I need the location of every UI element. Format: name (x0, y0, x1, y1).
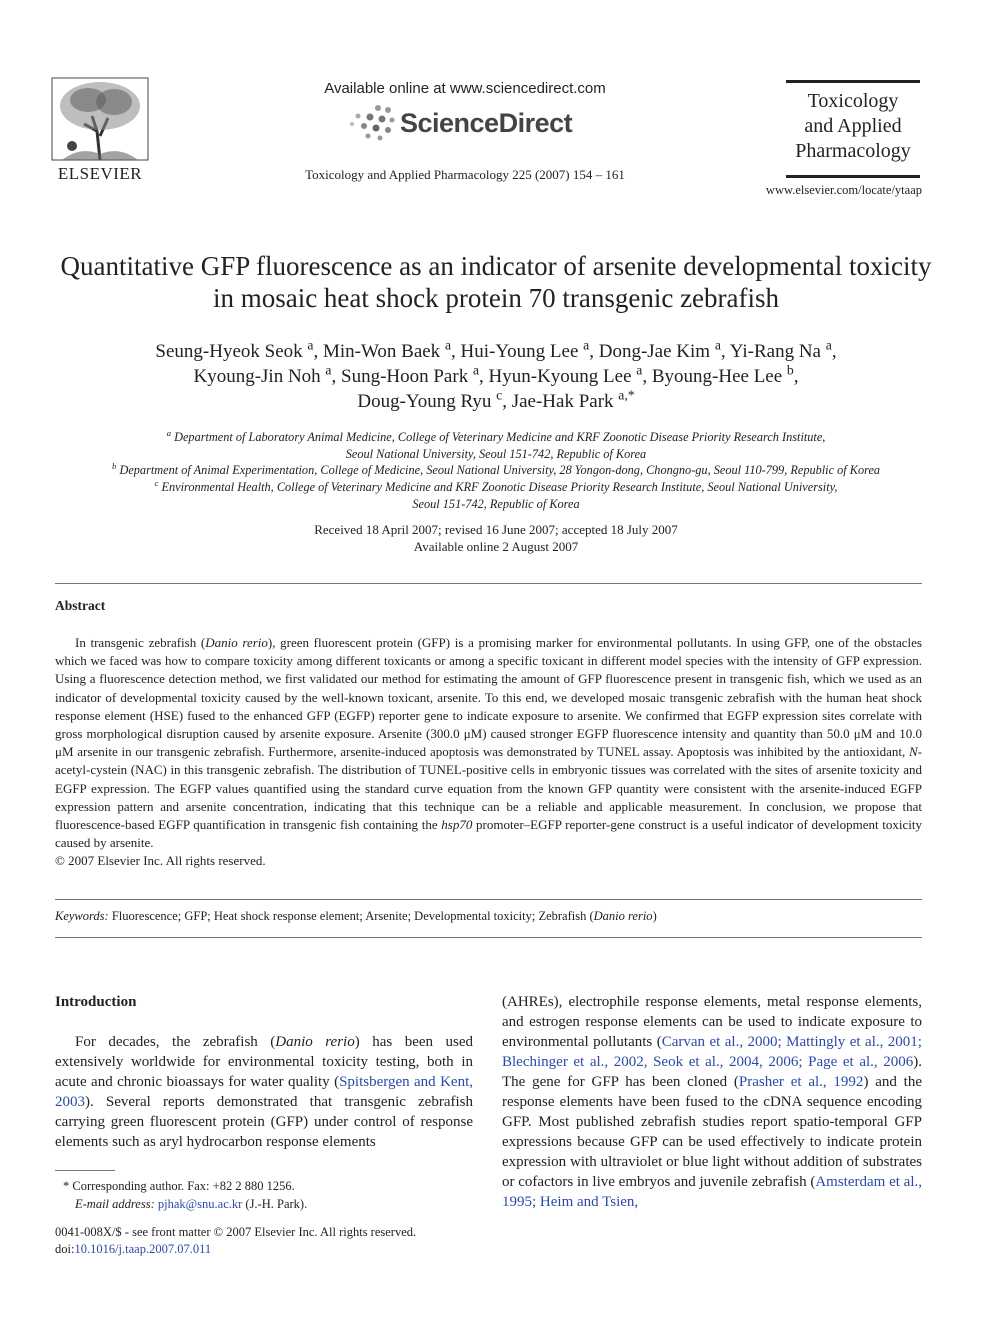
doi-link[interactable]: 10.1016/j.taap.2007.07.011 (74, 1242, 212, 1256)
author-name: Hui-Young Lee (460, 341, 584, 362)
available-online: Available online at www.sciencedirect.com (324, 80, 606, 97)
author-name: Doug-Young Ryu (357, 391, 497, 412)
author-affiliation-marker: a (636, 362, 643, 378)
footnote-divider (55, 1170, 115, 1171)
keywords: Keywords: Fluorescence; GFP; Heat shock response element; Arsenite; Developmental toxicity; Zebrafish (Danio rerio) (55, 909, 657, 923)
email-link[interactable]: pjhak@snu.ac.kr (157, 1197, 243, 1211)
journal-name-line3: Pharmacology (795, 140, 911, 162)
author-affiliation-marker: c (496, 387, 503, 403)
received-dates: Received 18 April 2007; revised 16 June 2007; accepted 18 July 2007 (314, 522, 678, 537)
author-name: Sung-Hoon Park (341, 366, 473, 387)
available-date: Available online 2 August 2007 (413, 539, 579, 554)
divider (55, 583, 922, 584)
footnote: * Corresponding author. Fax: +82 2 880 1256. E-mail address: pjhak@snu.ac.kr (J.-H. Park). (55, 1177, 475, 1213)
divider (55, 899, 922, 900)
corresponding-author: * Corresponding author. Fax: +82 2 880 1256. (63, 1179, 295, 1193)
author-affiliation-marker: a (444, 337, 452, 353)
citation-link[interactable]: Prasher et al., 1992 (738, 1074, 864, 1090)
author-affiliation-marker: a (307, 337, 314, 353)
affiliation-c: $^c$ Environmental Health, College of Veterinary Medicine and KRF Zoonotic Disease Priority Research Institute, Seoul National University, Seoul 151-742, Republic of Korea (154, 477, 838, 511)
copyright: © 2007 Elsevier Inc. All rights reserved. (55, 853, 266, 869)
publisher-name: ELSEVIER (57, 164, 143, 183)
author-name: Yi-Rang Na (729, 341, 826, 362)
sciencedirect-dots-icon (348, 104, 398, 144)
citation-link[interactable]: Amsterdam et al., 1995; Heim and Tsien, (502, 1174, 922, 1210)
author-affiliation-marker: a (583, 337, 590, 353)
affiliation-a: $^a$ Department of Laboratory Animal Medicine, College of Veterinary Medicine and KRF Zoonotic Disease Priority Research Institute, Seoul National University, Seoul 151-742, Republic of Korea (166, 427, 826, 461)
author-list (60, 339, 932, 414)
article-dates (60, 521, 932, 555)
author-line-1: Seung-Hyeok Seok $^a$, Min-Won Baek $^a$, Hui-Young Lee $^a$, Dong-Jae Kim $^a$, Yi-Rang Na $^a$, (155, 337, 837, 362)
sciencedirect-logo[interactable] (348, 104, 588, 144)
intro-right-column: (AHREs), electrophile response elements, metal response elements, and estrogen response elements can be used to indicate exposure to environmental pollutants (Carvan et al., 2000; Mattingly et al., 2001; Blechinger et al., 2002, Seok et al., 2004, 2006; Page et al., 2006). The gene for GFP has been cloned (Prasher et al., 1992) and the response elements have been fused to the cDNA sequence encoding GFP. Most published zebrafish studies report spatio-temporal GFP expressions because GFP can be used effectively to indicate protein expression with ultraviolet or blue light without addition of substrates or cofactors in live embryos and juvenile zebrafish (Amsterdam et al., 1995; Heim and Tsien, (502, 994, 922, 1210)
issn-line: 0041-008X/$ - see front matter © 2007 Elsevier Inc. All rights reserved. (55, 1225, 417, 1239)
author-affiliation-marker: a (325, 362, 332, 378)
introduction-heading: Introduction (55, 994, 137, 1010)
sciencedirect-wordmark: ScienceDirect (400, 108, 573, 138)
article-title: Quantitative GFP fluorescence as an indicator of arsenite developmental toxicity in mosaic heat shock protein 70 transgenic zebrafish (60, 251, 932, 313)
author-name: Kyoung-Jin Noh (193, 366, 326, 387)
author-name: Min-Won Baek (322, 341, 445, 362)
author-affiliation-marker: b (786, 362, 794, 378)
journal-url[interactable]: www.elsevier.com/locate/ytaap (765, 183, 922, 197)
author-affiliation-marker: a (472, 362, 480, 378)
author-line-3: Doug-Young Ryu $^c$, Jae-Hak Park $^{a,*}$ (357, 387, 635, 412)
author-affiliation-marker: a (714, 337, 721, 353)
author-name: Hyun-Kyoung Lee (488, 366, 637, 387)
author-name: Dong-Jae Kim (598, 341, 715, 362)
journal-citation: Toxicology and Applied Pharmacology 225 (2007) 154 – 161 (305, 167, 625, 182)
author-affiliation-marker: a (825, 337, 832, 353)
elsevier-tree-icon (50, 76, 150, 162)
author-affiliation-marker: a,* (618, 387, 635, 403)
author-name: Seung-Hyeok Seok (155, 341, 308, 362)
citation-link[interactable]: Carvan et al., 2000; Mattingly et al., 2001; Blechinger et al., 2002, Seok et al., 2004, 2006; Page et al., 2006 (502, 1034, 922, 1070)
abstract-heading: Abstract (55, 598, 106, 613)
author-name: Byoung-Hee Lee (651, 366, 787, 387)
intro-left-column: For decades, the zebrafish (Danio rerio) has been used extensively worldwide for environmental toxicity testing, both in acute and chronic bioassays for water quality (Spitsbergen and Kent, 2003). Several reports demonstrated that transgenic zebrafish carrying green fluorescent protein (GFP) under control of response elements such as aryl hydrocarbon response elements (55, 1034, 473, 1150)
abstract-body: In transgenic zebrafish (Danio rerio), green fluorescent protein (GFP) is a promising marker for environmental pollutants. In using GFP, one of the obstacles which we faced was how to compare toxicity among different toxicants or among a specific toxicant in different model species with the intensity of GFP expression. Using a fluorescence detection method, we first validated our method for estimating the amount of GFP fluorescence present in transgenic fish, which we used as an indicator of developmental toxicity caused by the well-known toxicant, arsenite. To this end, we developed mosaic transgenic zebrafish with the human heat shock response element (HSE) fused to the enhanced GFP (EGFP) reporter gene to indicate exposure to arsenite. We confirmed that EGFP expression sites correlate with gross morphological disruption caused by arsenite exposure. Arsenite (300.0 μM) caused stronger EGFP fluorescence intensity and quantity than 50.0 μM and 10.0 μM arsenite in our transgenic zebrafish. Furthermore, arsenite-induced apoptosis was demonstrated by TUNEL assay. Apoptosis was inhibited by the antioxidant, N-acetyl-cystein (NAC) in this transgenic zebrafish. The distribution of TUNEL-positive cells in embryonic tissues was correlated with the sites of arsenite toxicity and EGFP expression. The EGFP values quantified using the standard curve equation from the known GFP quantity were consistent with the arsenite-induced EGFP expression pattern and arsenite concentration, indicating that this technique can be a reliable and applicable measurement. In conclusion, we propose that fluorescence-based EGFP quantification in transgenic fish containing the hsp70 promoter–EGFP reporter-gene construct is a useful indicator of development toxicity caused by arsenite. © 2007 Elsevier Inc. All rights reserved. (55, 634, 922, 871)
affiliation-b: $^b$ Department of Animal Experimentation, College of Medicine, Seoul National University, 28 Yongon-dong, Chongno-gu, Seoul 110-799, Republic of Korea (111, 460, 881, 477)
page-footer: 0041-008X/$ - see front matter © 2007 Elsevier Inc. All rights reserved. doi:10.1016/j.taap.2007.07.011 (55, 1224, 485, 1258)
author-name: Jae-Hak Park (511, 391, 619, 412)
journal-name-line2: and Applied (804, 115, 902, 137)
citation-link[interactable]: Spitsbergen and Kent, 2003 (55, 1074, 473, 1110)
divider (55, 937, 922, 938)
elsevier-logo (50, 76, 150, 182)
author-line-2: Kyoung-Jin Noh $^a$, Sung-Hoon Park $^a$, Hyun-Kyoung Lee $^a$, Byoung-Hee Lee $^b$, (193, 362, 799, 387)
journal-logo (786, 80, 920, 178)
journal-name-line1: Toxicology (807, 90, 899, 112)
